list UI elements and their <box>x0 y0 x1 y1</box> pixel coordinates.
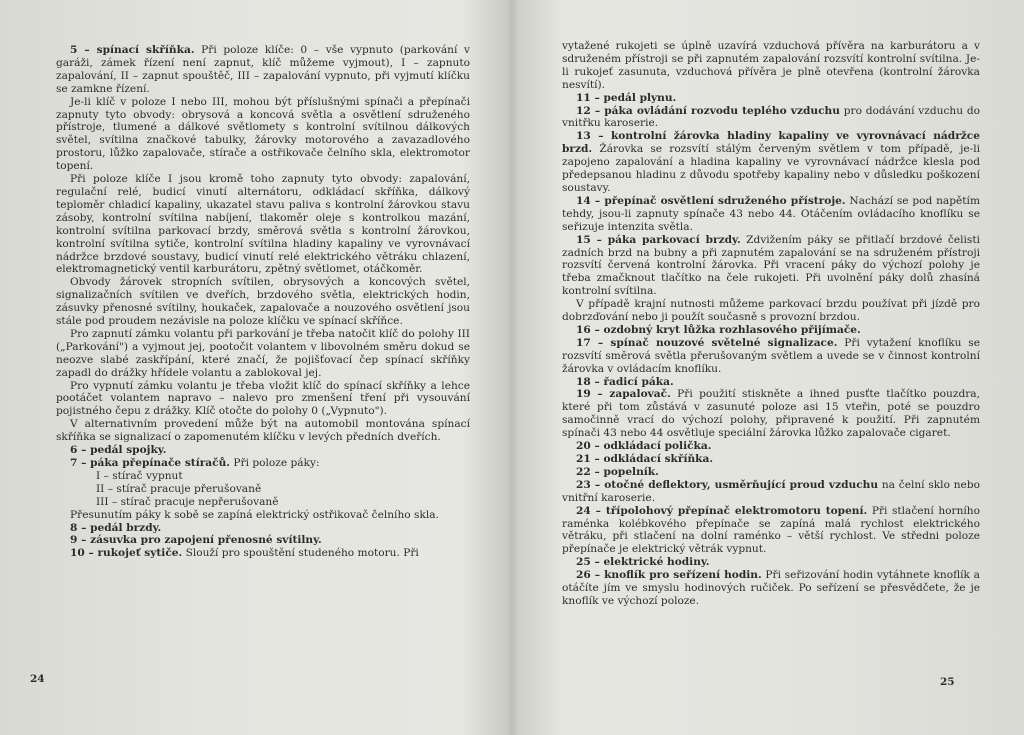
list-item-text: II – stírač pracuje přerušovaně <box>96 482 262 495</box>
item-text: Při seřizování hodin vytáhnete knoflík a otáčíte jím ve smyslu hodinových ručiček. Po seřízení se přesvědčete, že je knoflík ve výchozí poloze. <box>562 569 980 607</box>
body-paragraph: V alternativním provedení může být na automobil montována spínací skříňka se signalizací o zapomenutém klíčku v levých předních dveřích. <box>56 418 470 444</box>
body-paragraph: V případě krajní nutnosti můžeme parkovací brzdu používat při jízdě pro dobrzďování nebo ji použít současně s provozní brzdou. <box>562 298 980 324</box>
item-heading: 10 – rukojeť sytiče. <box>70 547 183 560</box>
numbered-item <box>562 92 980 105</box>
item-title: třípolohový přepínač elektromotoru topení. <box>605 504 868 517</box>
numbered-item <box>562 130 980 195</box>
item-heading: 22 – popelník. <box>576 465 659 478</box>
item-title: pedál spojky. <box>90 444 167 457</box>
numbered-item <box>56 522 470 535</box>
item-title: zásuvka pro zapojení přenosné svítilny. <box>90 534 322 547</box>
item-number: 14 <box>576 194 591 207</box>
numbered-item <box>562 105 980 131</box>
page-number-left: 24 <box>30 673 45 685</box>
body-paragraph: Obvody žárovek stropních svítilen, obrysových a koncových světel, signalizačních svítilen ve dveřích, brzdového světla, elektrických hodin, zásuvky přenosné svítilny, houkaček, zapalovače a nouzového osvětlení jsou stále pod proudem nezávisle na poloze klíčku ve spínací skříňce. <box>56 276 470 328</box>
item-text: na čelní sklo nebo vnitřní karoserie. <box>562 478 980 504</box>
item-title: odkládací polička. <box>603 440 712 453</box>
item-heading: 9 – zásuvka pro zapojení přenosné svítilny. <box>70 534 322 547</box>
item-heading: 6 – pedál spojky. <box>70 444 167 457</box>
item-title: pedál brzdy. <box>90 521 162 534</box>
item-number: 22 <box>576 465 591 478</box>
body-paragraph: vytažené rukojeti se úplně uzavírá vzduchová přívěra na karburátoru a v sdruženém přístroji se při zapnutém zapalování rozsvítí kontrolní svítilna. Je-li rukojeť zasunuta, vzduchová přívěra je plně otevřena (kontrolní žárovka nesvítí). <box>562 40 980 91</box>
numbered-item <box>562 440 980 453</box>
body-paragraph: Je-li klíč v poloze I nebo III, mohou být příslušnými spínači a přepínači zapnuty tyto obvody: obrysová a koncová světla a osvětlení sdruženého přístroje, tlumené a dálkové světlomety s kontrolní svítilnou dálkových světel, svítilna značkové tabulky, žárovky motorového a zavazadlového prostoru, lůžko zapalovače, stírače a ostřikovače čelního skla, elektromotor topení. <box>56 95 470 173</box>
item-title: přepínač osvětlení sdruženého přístroje. <box>604 194 846 207</box>
numbered-item <box>562 453 980 466</box>
item-title: páka přepínače stíračů. <box>90 457 231 469</box>
numbered-item <box>56 457 470 470</box>
numbered-item <box>562 376 980 389</box>
item-heading: 7 – páka přepínače stíračů. <box>70 457 231 469</box>
item-title: páka ovládání rozvodu teplého vzduchu <box>604 104 840 117</box>
numbered-item <box>562 388 980 440</box>
item-heading: 14 – přepínač osvětlení sdruženého přístroje. <box>576 194 846 207</box>
item-title: kontrolní žárovka hladiny kapaliny ve vyrovnávací nádržce brzd. <box>562 130 980 156</box>
item-text: Zdvižením páky se přitlačí brzdové čelisti zadních brzd na bubny a při zapnutém zapalování se na sdruženém přístroji rozsvítí červená kontrolní žárovka. Při vracení páky do výchozí polohy je třeba zmačknout tlačítko na čele rukojeti. Při uvolnění páky dolů zhasíná kontrolní svítilna. <box>562 233 980 298</box>
item-number: 20 <box>576 440 591 453</box>
numbered-item <box>56 44 470 96</box>
item-heading: 21 – odkládací skříňka. <box>576 453 714 465</box>
item-heading: 24 – třípolohový přepínač elektromotoru topení. <box>576 504 868 517</box>
item-number: 25 <box>576 556 591 569</box>
item-heading: 25 – elektrické hodiny. <box>576 556 710 569</box>
numbered-item <box>562 234 980 299</box>
item-number: 24 <box>576 504 591 517</box>
item-text: Slouží pro spouštění studeného motoru. Při <box>185 547 419 560</box>
item-number: 9 <box>70 534 78 547</box>
item-title: zapalovač. <box>609 388 671 401</box>
item-text: Při stlačení horního raménka kolébkového přepínače se zapíná malá rychlost elektrického větráku, při stlačení na dolní raménko – větší rychlost. Ve středni poloze přepínače je elektrický větrák vypnut. <box>562 504 981 556</box>
item-title: knoflík pro seřízení hodin. <box>604 569 762 582</box>
item-number: 7 <box>70 457 78 469</box>
item-heading: 13 – kontrolní žárovka hladiny kapaliny ve vyrovnávací nádržce brzd. <box>562 130 980 156</box>
item-number: 5 <box>70 44 78 56</box>
item-heading: 18 – řadicí páka. <box>576 375 674 388</box>
numbered-item <box>562 324 980 337</box>
item-number: 13 <box>576 130 591 143</box>
list-item <box>56 470 470 483</box>
item-heading: 15 – páka parkovací brzdy. <box>576 233 741 246</box>
item-heading: 16 – ozdobný kryt lůžka rozhlasového přijímače. <box>576 323 861 336</box>
item-number: 6 <box>70 444 78 457</box>
numbered-item <box>562 479 980 505</box>
left-page <box>0 0 506 735</box>
item-heading: 8 – pedál brzdy. <box>70 521 162 534</box>
item-heading: 26 – knoflík pro seřízení hodin. <box>576 569 762 582</box>
item-title: elektrické hodiny. <box>603 556 710 569</box>
item-heading: 12 – páka ovládání rozvodu teplého vzduchu <box>576 104 840 117</box>
body-paragraph: Při poloze klíče I jsou kromě toho zapnuty tyto obvody: zapalování, regulační relé, budicí vinutí alternátoru, odkládací skříňka, dálkový teploměr chladicí kapaliny, ukazatel stavu paliva s kontrolní žárovkou stavu zásoby, kontrolní svítilna nabíjení, tlakoměr oleje s kontrolkou mazání, kontrolní svítilna parkovací brzdy, směrová světla s kontrolní žárovkou, kontrolní svítilna sytiče, kontrolní svítilna hladiny kapaliny ve vyrovnávací nádržce brzdové soustavy, budicí vinutí relé elektrického větráku chlazení, elektromagnetický ventil karburátoru, zpětný světlomet, otáčkoměr. <box>56 173 470 276</box>
item-text: Nachází se pod napětím tehdy, jsou-li zapnuty spínače 43 nebo 44. Otáčením ovládacího knoflíku se seřizuje intenzita světla. <box>562 194 980 233</box>
item-text: pro dodávání vzduchu do vnitřku karoserie. <box>562 104 980 130</box>
list-item-text: I – stírač vypnut <box>96 469 183 482</box>
item-text: Při poloze klíče: 0 – vše vypnuto (parkování v garáži, zámek řízení není zapnut, klíč můžeme vyjmout), I – zapnuto zapalování, II – zapnut spouštěč, III – zapalování vypnuto, při vyjmutí klíčku se zamkne řízení. <box>56 44 470 95</box>
list-item-text: III – stírač pracuje nepřerušovaně <box>96 495 279 508</box>
right-page <box>518 0 1024 735</box>
body-paragraph: Pro zapnutí zámku volantu při parkování je třeba natočit klíč do polohy III („Parkování") a vyjmout jej, pootočit volantem v libovolném směru dokud se neozve slabé zaskřípání, které značí, že pojišťovací čep spínací skříňky zapadl do drážky hřídele volantu a zablokoval jej. <box>56 327 470 379</box>
item-number: 18 <box>576 375 591 388</box>
item-text: Při použití stiskněte a ihned pusťte tlačítko pouzdra, které při tom zůstává v zasunuté poloze asi 15 vteřin, poté se pouzdro samočinně vrací do výchozí polohy, připravené k použití. Při zapnutém spínači 43 nebo 44 osvětluje speciální žárovka lůžko zapalovače cigaret. <box>562 388 980 440</box>
item-number: 16 <box>576 323 591 336</box>
item-text: Při poloze páky: <box>233 457 320 469</box>
item-number: 21 <box>576 453 591 465</box>
item-number: 8 <box>70 521 78 534</box>
body-paragraph: Přesunutím páky k sobě se zapíná elektrický ostřikovač čelního skla. <box>70 508 439 521</box>
item-number: 15 <box>576 233 591 246</box>
list-item <box>56 483 470 496</box>
item-number: 23 <box>576 478 591 491</box>
numbered-item <box>56 534 470 547</box>
item-number: 12 <box>576 104 591 117</box>
numbered-item <box>562 556 980 569</box>
item-heading: 23 – otočné deflektory, usměrňující proud vzduchu <box>576 478 879 491</box>
item-heading: 5 – spínací skříňka. <box>70 44 195 56</box>
list-item <box>56 496 470 509</box>
item-number: 26 <box>576 569 591 582</box>
page-number-right: 25 <box>940 676 955 688</box>
item-title: pedál plynu. <box>603 91 677 104</box>
item-heading: 11 – pedál plynu. <box>576 91 677 104</box>
item-heading: 17 – spínač nouzové světelné signalizace. <box>576 336 838 349</box>
numbered-item <box>562 466 980 479</box>
item-title: ozdobný kryt lůžka rozhlasového přijímače. <box>603 323 861 336</box>
item-text: Při vytažení knoflíku se rozsvítí směrová světla přerušovaným světlem a uvede se v činnost kontrolní žárovka v ovládacím knoflíku. <box>562 336 980 375</box>
item-title: rukojeť sytiče. <box>97 547 183 560</box>
item-number: 10 <box>70 547 85 560</box>
body-paragraph: Pro vypnutí zámku volantu je třeba vložit klíč do spínací skříňky a lehce pootáčet volantem napravo – nalevo pro zmenšení tření při vysouvání pojistného čepu z drážky. Klíč otočte do polohy 0 („Vypnuto"). <box>56 379 470 418</box>
item-title: odkládací skříňka. <box>603 453 714 465</box>
numbered-item <box>56 444 470 457</box>
item-title: spínací skříňka. <box>96 44 195 56</box>
item-title: popelník. <box>603 465 659 478</box>
item-title: otočné deflektory, usměrňující proud vzduchu <box>604 478 879 491</box>
numbered-item <box>562 195 980 234</box>
item-heading: 19 – zapalovač. <box>576 388 671 401</box>
item-number: 17 <box>576 336 591 349</box>
item-title: spínač nouzové světelné signalizace. <box>610 336 838 349</box>
numbered-item <box>56 547 470 560</box>
numbered-item <box>562 505 980 557</box>
item-title: řadicí páka. <box>603 375 674 388</box>
item-text: Žárovka se rozsvítí stálým červeným světlem v tom případě, je-li zapojeno zapalování a hladina kapaliny ve vyrovnávací nádržce klesla pod předepsanou hladinu z důvodu spotřeby kapaliny nebo v důsledku poškození soustavy. <box>562 143 981 194</box>
numbered-item <box>562 569 980 608</box>
item-title: páka parkovací brzdy. <box>607 233 741 246</box>
numbered-item <box>562 337 980 376</box>
item-heading: 20 – odkládací polička. <box>576 440 712 453</box>
item-number: 19 <box>576 388 591 401</box>
item-number: 11 <box>576 91 591 104</box>
